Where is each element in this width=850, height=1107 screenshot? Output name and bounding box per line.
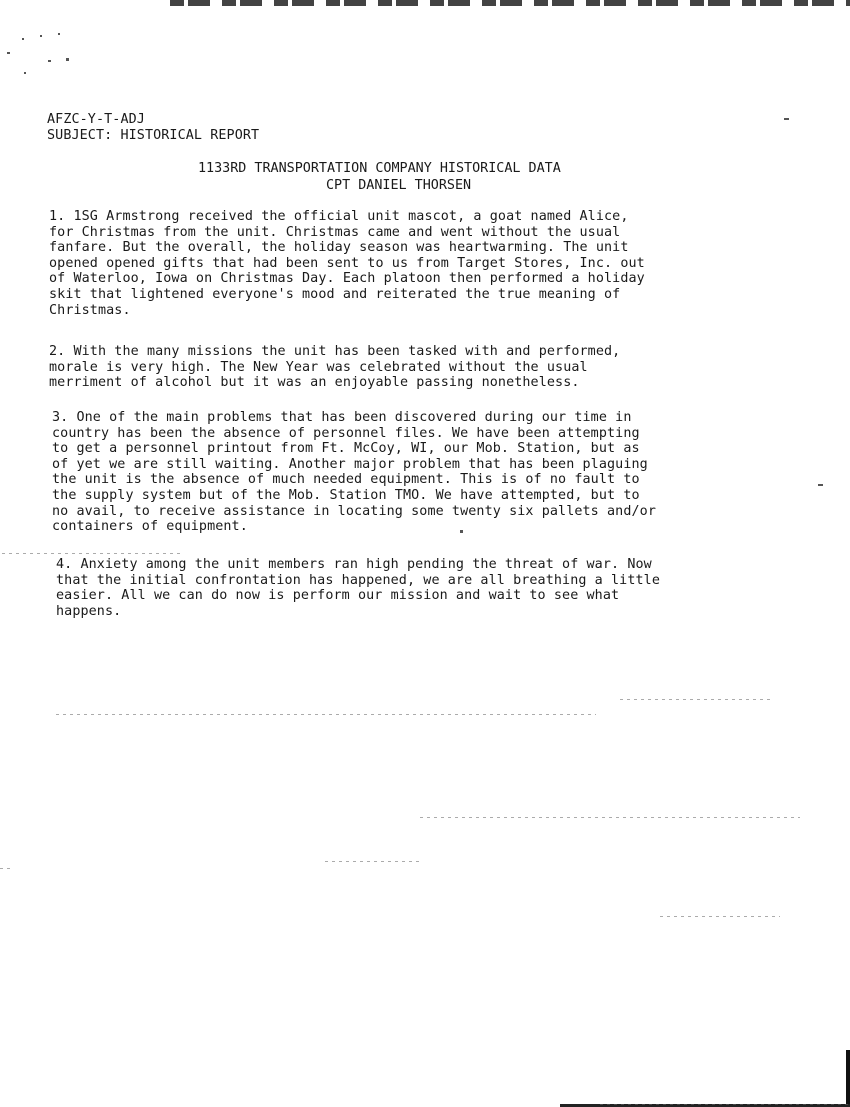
scan-noise-line: [2, 553, 182, 554]
scan-noise-line: [0, 868, 10, 869]
paragraph-line: containers of equipment.: [52, 519, 248, 535]
paragraph-line: 2. With the many missions the unit has been tasked with and performed,: [49, 344, 621, 359]
paragraph-line: fanfare. But the overall, the holiday season was heartwarming. The unit: [49, 240, 629, 256]
paragraph-3: [52, 410, 656, 535]
subject-line: SUBJECT: HISTORICAL REPORT: [47, 128, 260, 143]
scan-noise-line: [420, 817, 800, 818]
scan-speck: [7, 52, 10, 54]
scan-noise-line: [620, 699, 770, 700]
paragraph-2: [49, 344, 620, 391]
scan-speck: [818, 484, 823, 486]
paragraph-line: the supply system but of the Mob. Station TMO. We have attempted, but to: [52, 487, 640, 503]
paragraph-line: 4. Anxiety among the unit members ran high pending the threat of war. Now: [56, 557, 652, 572]
scan-speck: [48, 60, 51, 62]
paragraph-line: of Waterloo, Iowa on Christmas Day. Each platoon then performed a holiday: [49, 271, 645, 287]
paragraph-line: the unit is the absence of much needed equipment. This is of no fault to: [52, 472, 640, 488]
paragraph-line: happens.: [56, 603, 122, 619]
paragraph-4: [56, 557, 660, 619]
scan-speck: [66, 58, 69, 61]
paragraph-line: 1. 1SG Armstrong received the official unit mascot, a goat named Alice,: [49, 209, 629, 224]
paragraph-line: merriment of alcohol but it was an enjoyable passing nonetheless.: [49, 375, 580, 391]
paragraph-line: to get a personnel printout from Ft. McCoy, WI, our Mob. Station, but as: [52, 441, 640, 457]
report-title-author: CPT DANIEL THORSEN: [326, 178, 472, 193]
report-title-unit: 1133RD TRANSPORTATION COMPANY HISTORICAL DATA: [198, 161, 561, 176]
paragraph-line: skit that lightened everyone's mood and reiterated the true meaning of: [49, 286, 621, 302]
scan-noise-line: [56, 714, 596, 715]
paragraph-line: opened opened gifts that had been sent to us from Target Stores, Inc. out: [49, 255, 645, 271]
paragraph-line: Christmas.: [49, 302, 131, 318]
paragraph-1: [49, 209, 645, 318]
scan-right-edge: [846, 1050, 850, 1107]
scan-speck: [58, 33, 60, 35]
scan-speck: [24, 72, 26, 74]
scan-noise-line: [600, 1104, 850, 1105]
scan-top-edge: [170, 0, 850, 6]
memo-header: [47, 112, 259, 144]
office-symbol: AFZC-Y-T-ADJ: [47, 112, 145, 127]
paragraph-line: for Christmas from the unit. Christmas came and went without the usual: [49, 224, 621, 240]
report-title: [198, 160, 658, 194]
paragraph-line: of yet we are still waiting. Another major problem that has been plaguing: [52, 456, 648, 472]
paragraph-line: morale is very high. The New Year was celebrated without the usual: [49, 359, 588, 375]
paragraph-line: no avail, to receive assistance in locating some twenty six pallets and/or: [52, 503, 656, 519]
paragraph-line: 3. One of the main problems that has been discovered during our time in: [52, 410, 632, 425]
paragraph-line: country has been the absence of personnel files. We have been attempting: [52, 425, 640, 441]
paragraph-line: that the initial confrontation has happened, we are all breathing a little: [56, 572, 660, 588]
paragraph-line: easier. All we can do now is perform our mission and wait to see what: [56, 588, 620, 604]
scan-speck: [784, 118, 789, 120]
scan-speck: [40, 35, 42, 37]
scan-noise-line: [325, 861, 420, 862]
scan-speck: [22, 38, 24, 40]
scan-noise-line: [660, 916, 780, 917]
